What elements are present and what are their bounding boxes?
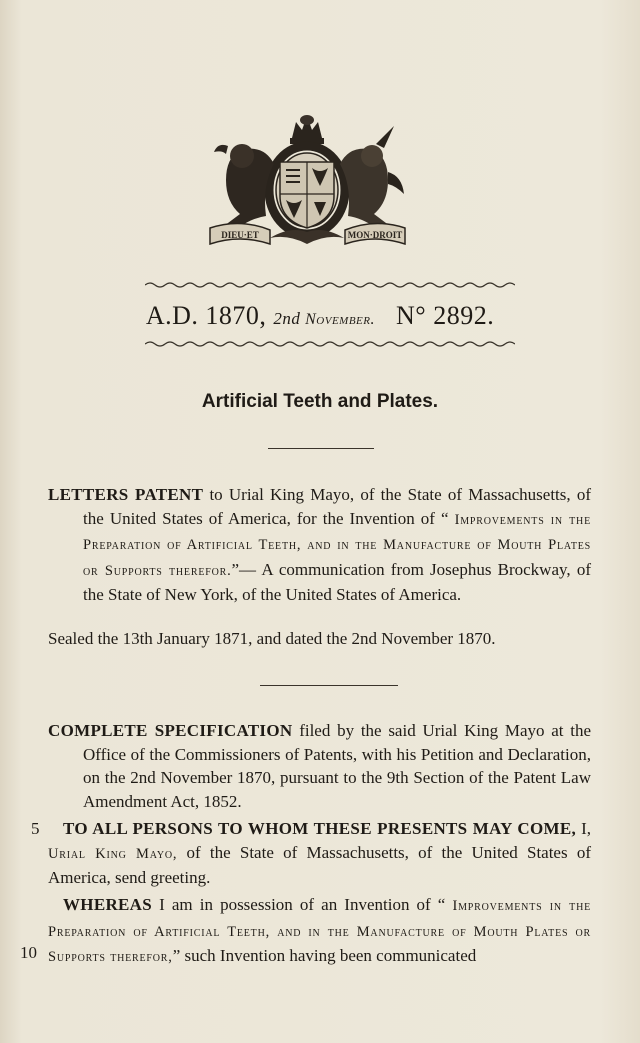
motto-left-text: DIEU·ET [221,230,259,240]
greeting-lead: TO ALL PERSONS TO WHOM THESE PRESENTS MAY COME, [63,819,577,838]
sealed-line: Sealed the 13th January 1871, and dated the 2nd November 1870. [48,629,496,648]
number-prefix: N° [396,301,427,330]
patent-year: 1870, [205,301,267,330]
whereas-invention-title: Improvements in the Preparation of Artificial Teeth, and in the Manufacture of Mouth Plates or Supports therefor, [48,898,592,965]
greeting-i: I, [576,819,591,838]
page-title: Artificial Teeth and Plates. [201,391,439,412]
greeting-text: of the State of Massachusetts, of the United States of America, send greeting. [48,842,591,887]
divider-1 [268,448,374,449]
specification-paragraph [48,719,591,813]
letters-patent-text-a: to Urial King Mayo, of the State of Massachusetts, of the United States of America, for the Invention of “ [83,485,592,528]
wavy-rule-top [145,281,515,289]
inventor-name: Urial King Mayo, [48,845,178,862]
letters-patent-paragraph [48,483,591,607]
whereas-paragraph [48,893,591,970]
patent-date: 2nd November. [273,309,375,328]
patent-number-line [0,301,640,331]
patent-number: 2892. [433,301,495,330]
whereas-text-b: ” such Invention having been communicated [172,946,477,965]
specification-text: filed by the said Urial King Mayo at the Office of the Commissioners of Patents, with his Petition and Declaration, on the 2nd November 1870, pursuant to the 9th Section of the Patent Law Amendment Act, 1852. [83,721,592,811]
line-number-10: 10 [20,943,37,962]
whereas-lead: WHEREAS [63,895,153,914]
letters-patent-text-b: ”— A communication from Josephus Brockway, of the State of New York, of the United States of America. [83,559,592,604]
line-number-5: 5 [31,819,40,838]
specification-lead: COMPLETE SPECIFICATION [48,721,293,740]
divider-2 [260,685,398,686]
motto-right-text: MON·DROIT [347,230,403,240]
greeting-paragraph [48,817,591,890]
ad-label: A.D. [145,301,199,330]
royal-coat-of-arms-icon [200,110,415,250]
invention-title: Improvements in the Preparation of Artificial Teeth, and in the Manufacture of Mouth Plates or Supports therefor. [83,511,591,579]
whereas-text-a: I am in possession of an Invention of “ [152,895,453,914]
letters-patent-lead: LETTERS PATENT [48,485,204,504]
wavy-rule-bottom [145,340,515,348]
